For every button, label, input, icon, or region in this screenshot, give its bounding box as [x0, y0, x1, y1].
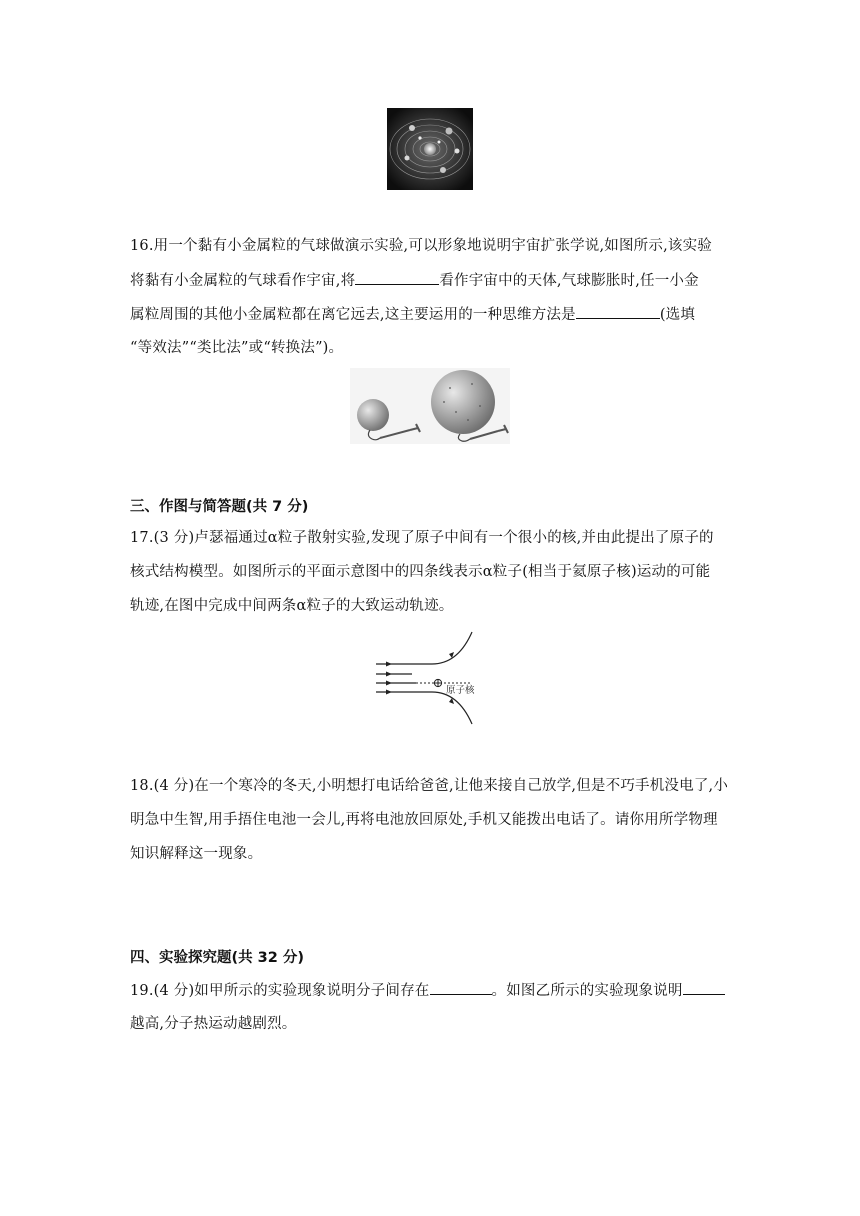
alpha-trajectory-bottom — [376, 692, 472, 724]
q16-answer-blank-1[interactable] — [355, 270, 439, 285]
solar-system-figure — [387, 108, 473, 190]
q19-line-1-prefix: 19.(4 分)如甲所示的实验现象说明分子间存在 — [130, 983, 430, 999]
alpha-scattering-figure — [372, 628, 482, 728]
q19-answer-blank-2[interactable] — [683, 980, 725, 995]
solar-system-image — [387, 108, 473, 190]
q16-answer-blank-2[interactable] — [576, 304, 660, 319]
q17-line-1: 17.(3 分)卢瑟福通过α粒子散射实验,发现了原子中间有一个很小的核,并由此提出了原子的 — [130, 530, 714, 546]
q18-line-1: 18.(4 分)在一个寒冷的冬天,小明想打电话给爸爸,让他来接自己放学,但是不巧手机没电了,小 — [130, 778, 729, 794]
q18-line-2: 明急中生智,用手捂住电池一会儿,再将电池放回原处,手机又能拨出电话了。请你用所学物理 — [130, 812, 718, 828]
q16-line-2-prefix: 将黏有小金属粒的气球看作宇宙,将 — [130, 273, 356, 289]
section-4-heading: 四、实验探究题(共 32 分) — [130, 950, 305, 966]
q19-line-1-middle: 。如图乙所示的实验现象说明 — [491, 983, 683, 999]
q16-line-4: “等效法”“类比法”或“转换法”)。 — [130, 340, 344, 356]
q16-line-1: 16.用一个黏有小金属粒的气球做演示实验,可以形象地说明宇宙扩张学说,如图所示,该实验 — [130, 238, 712, 254]
q19-line-1 — [130, 980, 725, 1001]
alpha-scattering-diagram[interactable] — [372, 628, 482, 728]
q16-line-2 — [130, 270, 699, 291]
q16-line-3 — [130, 304, 695, 325]
q19-line-2: 越高,分子热运动越剧烈。 — [130, 1016, 297, 1032]
nucleus-label: 原子核 — [446, 685, 475, 696]
q16-line-3-prefix: 属粒周围的其他小金属粒都在离它远去,这主要运用的一种思维方法是 — [130, 307, 576, 323]
q19-answer-blank-1[interactable] — [430, 980, 492, 995]
section-3-heading: 三、作图与简答题(共 7 分) — [130, 499, 309, 515]
q16-line-2-suffix: 看作宇宙中的天体,气球膨胀时,任一小金 — [439, 273, 699, 289]
balloon-pump-image — [350, 368, 510, 444]
balloon-figure — [350, 368, 510, 444]
q16-line-3-suffix: (选填 — [659, 307, 696, 323]
q17-line-3: 轨迹,在图中完成中间两条α粒子的大致运动轨迹。 — [130, 598, 454, 614]
alpha-trajectory-top — [376, 632, 472, 664]
q18-line-3: 知识解释这一现象。 — [130, 846, 263, 862]
q17-line-2: 核式结构模型。如图所示的平面示意图中的四条线表示α粒子(相当于氦原子核)运动的可能 — [130, 564, 711, 580]
